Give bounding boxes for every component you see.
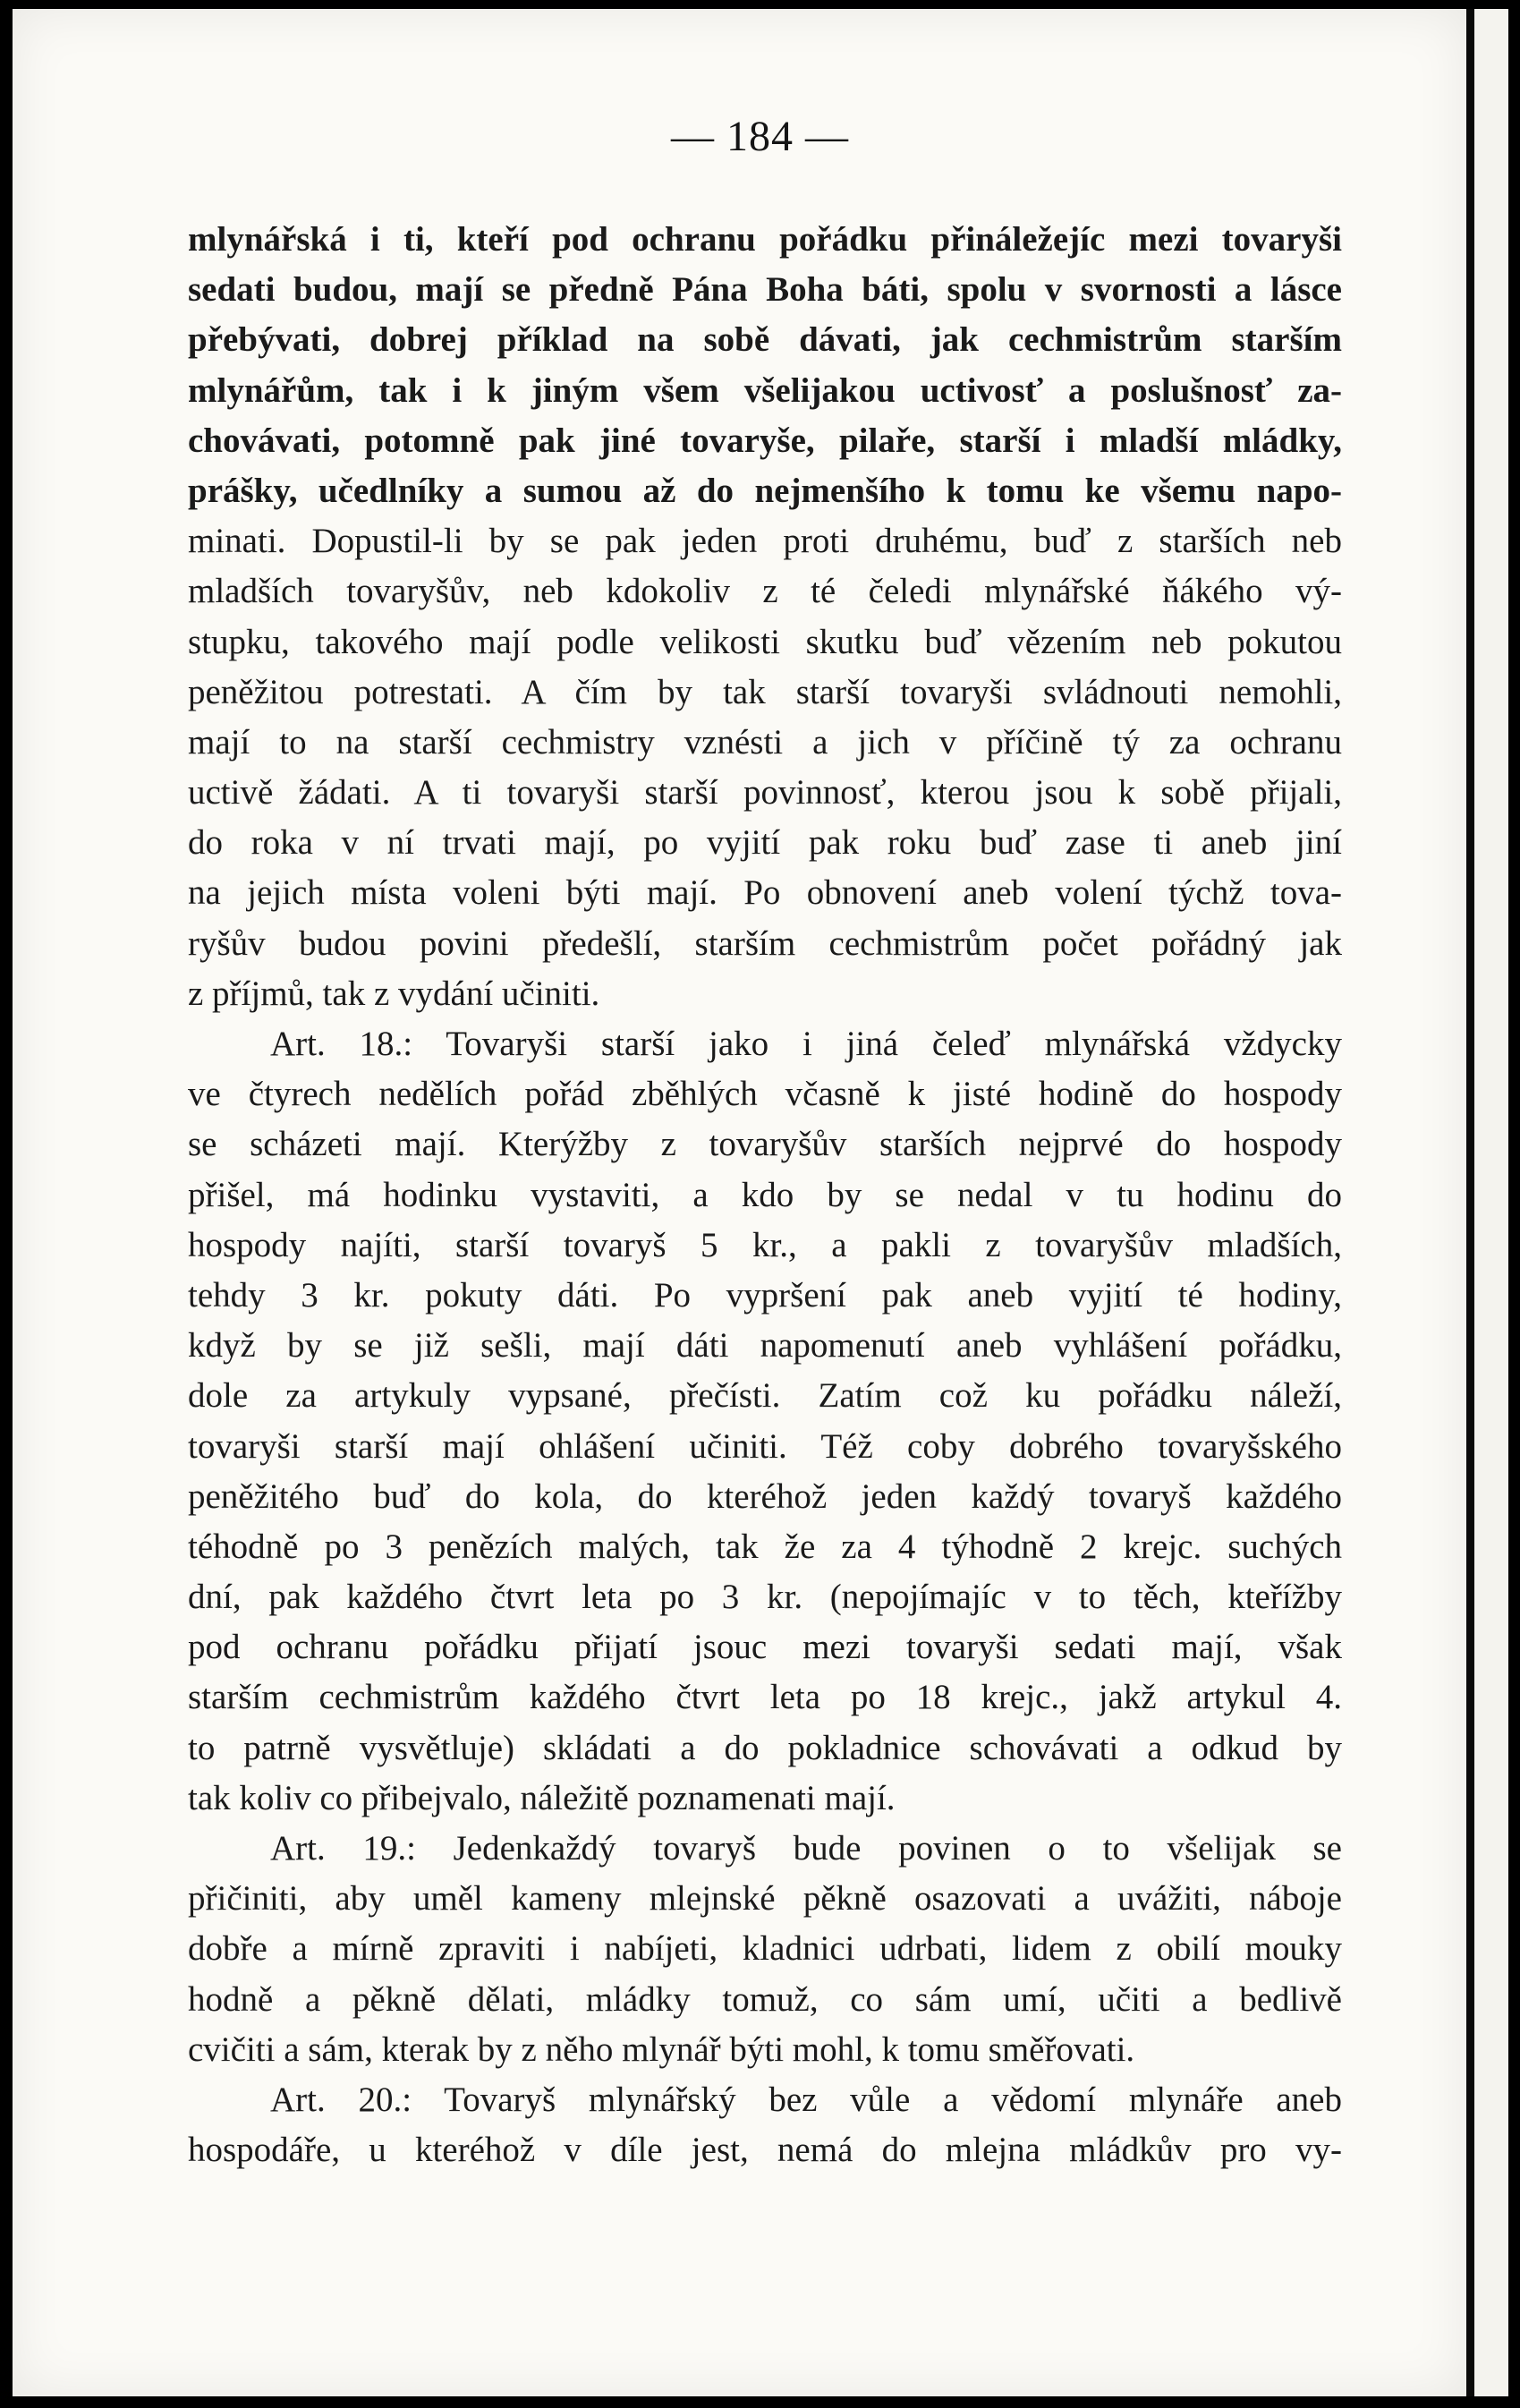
text-line-article-19: Art. 19.: Jedenkaždý tovaryš bude povinen o to všelijak se	[270, 1829, 1342, 1868]
text-line: dole za artykuly vypsané, přečísti. Zatím což ku pořádku náleží,	[188, 1376, 1342, 1416]
text-line: z příjmů, tak z vydání učiniti.	[188, 974, 600, 1013]
text-line: hospodáře, u kteréhož v díle jest, nemá do mlejna mládkův pro vy-	[188, 2131, 1342, 2170]
text-line: sedati budou, mají se předně Pána Boha báti, spolu v svornosti a lásce	[188, 270, 1342, 310]
text-line: přebývati, dobrej příklad na sobě dávati, jak cechmistrům starším	[188, 320, 1342, 360]
text-line: na jejich místa voleni býti mají. Po obnovení aneb volení týchž tova-	[188, 873, 1342, 913]
text-line: peněžitou potrestati. A čím by tak starší tovaryši svládnouti nemohli,	[188, 672, 1342, 711]
text-line: uctivě žádati. A ti tovaryši starší povinnosť, kterou jsou k sobě přijali,	[188, 773, 1342, 813]
page-number: — 184 —	[671, 113, 849, 160]
text-line: přišel, má hodinku vystaviti, a kdo by se nedal v tu hodinu do	[188, 1175, 1342, 1214]
text-line: téhodně po 3 penězích malých, tak že za 4 týhodně 2 krejc. suchých	[188, 1527, 1342, 1566]
text-line: tak koliv co přibejvalo, náležitě poznamenati mají.	[188, 1778, 896, 1817]
text-line: hodně a pěkně dělati, mládky tomuž, co sám umí, učiti a bedlivě	[188, 1979, 1342, 2019]
text-line: peněžitého buď do kola, do kteréhož jeden každý tovaryš každého	[188, 1476, 1342, 1516]
text-line: se scházeti mají. Kterýžby z tovaryšův starších nejprvé do hospody	[188, 1125, 1342, 1164]
text-line: starším cechmistrům každého čtvrt leta po 18 krejc., jakž artykul 4.	[188, 1678, 1342, 1717]
text-line: do roka v ní trvati mají, po vyjití pak roku buď zase ti aneb jiní	[188, 823, 1342, 863]
body-text	[188, 215, 1342, 2175]
text-line: prášky, učedlníky a sumou až do nejmenšího k tomu ke všemu napo-	[188, 471, 1342, 510]
text-line: pod ochranu pořádku přijatí jsouc mezi tovaryši sedati mají, však	[188, 1628, 1342, 1667]
text-line: minati. Dopustil-li by se pak jeden proti druhému, buď z starších neb	[188, 522, 1342, 561]
text-line: tovaryši starší mají ohlášení učiniti. Též coby dobrého tovaryšského	[188, 1426, 1342, 1466]
text-line: chovávati, potomně pak jiné tovaryše, pilaře, starší i mladší mládky,	[188, 421, 1342, 460]
text-line: ryšův budou povini předešlí, starším cechmistrům počet pořádný jak	[188, 923, 1342, 963]
text-line: to patrně vysvětluje) skládati a do pokladnice schovávati a odkud by	[188, 1728, 1342, 1767]
text-line: mlynářská i ti, kteří pod ochranu pořádku přináležejíc mezi tovaryši	[188, 220, 1342, 259]
text-line: dobře a mírně zpraviti i nabíjeti, kladnici udrbati, lidem z obilí mouky	[188, 1929, 1342, 1969]
text-line: tehdy 3 kr. pokuty dáti. Po vypršení pak aneb vyjití té hodiny,	[188, 1275, 1342, 1315]
page-gutter	[1466, 9, 1474, 2396]
text-line: hospody najíti, starší tovaryš 5 kr., a pakli z tovaryšův mladších,	[188, 1225, 1342, 1264]
text-line: ve čtyrech nedělích pořád zběhlých včasně k jisté hodině do hospody	[188, 1075, 1342, 1114]
text-line: přičiniti, aby uměl kameny mlejnské pěkně osazovati a uvážiti, náboje	[188, 1879, 1342, 1919]
text-line: cvičiti a sám, kterak by z něho mlynář býti mohl, k tomu směřovati.	[188, 2029, 1135, 2069]
text-line: stupku, takového mají podle velikosti skutku buď vězením neb pokutou	[188, 622, 1342, 661]
text-line: mlynářům, tak i k jiným všem všelijakou uctivosť a poslušnosť za-	[188, 370, 1342, 410]
text-line: dní, pak každého čtvrt leta po 3 kr. (nepojímajíc v to těch, kteřížby	[188, 1578, 1342, 1617]
text-line: když by se již sešli, mají dáti napomenutí aneb vyhlášení pořádku,	[188, 1326, 1342, 1366]
text-line-article-20: Art. 20.: Tovaryš mlynářský bez vůle a vědomí mlynáře aneb	[270, 2080, 1342, 2119]
text-line: mají to na starší cechmistry vznésti a jich v příčině tý za ochranu	[188, 722, 1342, 762]
next-page-edge	[1474, 9, 1508, 2396]
text-line-article-18: Art. 18.: Tovaryši starší jako i jiná čeleď mlynářská vždycky	[270, 1025, 1342, 1063]
text-line: mladších tovaryšův, neb kdokoliv z té čeledi mlynářské ňákého vý-	[188, 572, 1342, 611]
